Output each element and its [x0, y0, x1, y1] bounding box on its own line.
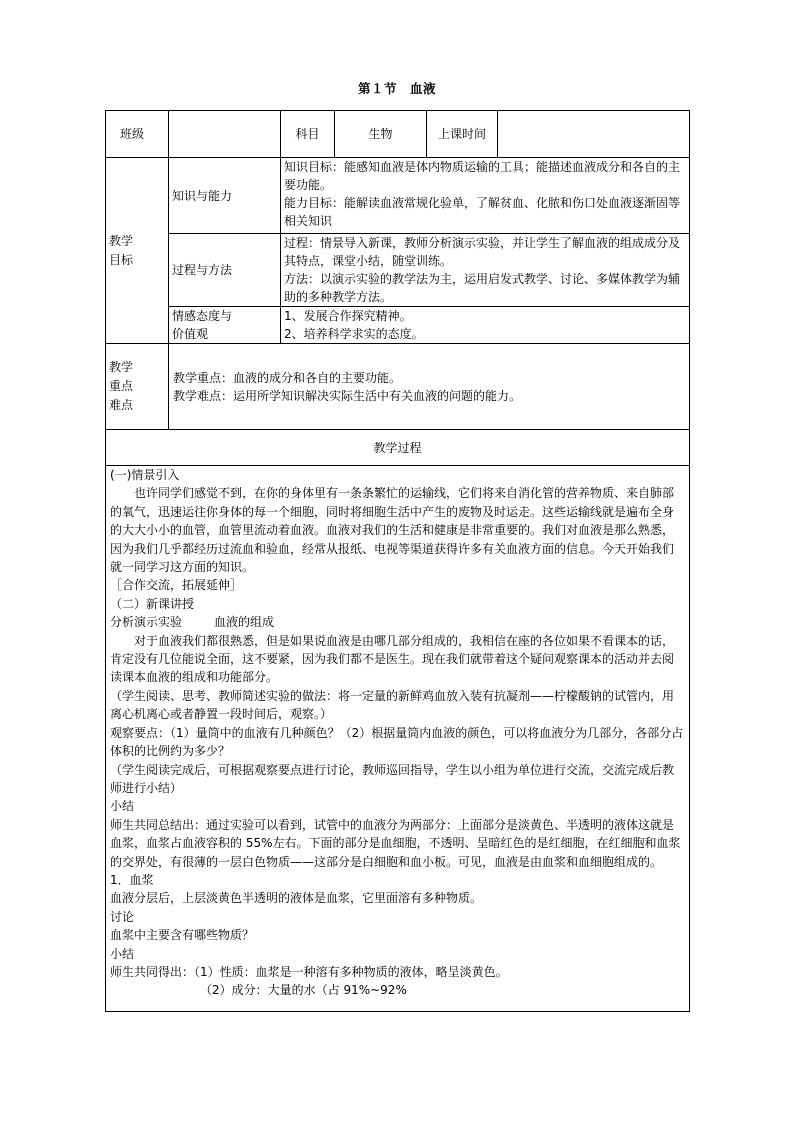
keypoints-label-text: 教学重点难点: [109, 360, 134, 412]
process-p6: 对于血液我们都很熟悉，但是如果说血液是由哪几部分组成的，我相信在座的各位如果不看课本的话，肯定没有几位能说全面，这不要紧，因为我们都不是医生。现在我们就带着这个疑问观察课本的活动并去阅读课本血液的组成和功能部分。: [110, 633, 675, 685]
process-p11: 师生共同总结出：通过实验可以看到，试管中的血液分为两部分：上面部分是淡黄色、半透明的液体这就是血浆，血浆占血液容积的 55%左右。下面的部分是血细胞，不透明、呈暗红色的是红细胞，在红细胞和血浆的交界处，有很薄的一层白色物质——这部分是白细胞和血小板。可见，血液是由血浆和血细胞组成的。: [110, 817, 681, 869]
lesson-plan-table: [105, 110, 690, 1012]
process-p17: 师生共同得出：（1）性质：血浆是一种溶有多种物质的液体，略呈淡黄色。: [110, 964, 508, 979]
process-p2: 也许同学们感觉不到，在你的身体里有一条条繁忙的运输线，它们将来自消化管的营养物质、来自肺部的氧气，迅速运往你身体的每一个细胞，同时将细胞生活中产生的废物及时运走。这些运输线就是遍布全身的大大小小的血管，血管里流动着血液。血液对我们的生活和健康是非常重要的。我们对血液是那么熟悉，因为我们几乎都经历过流血和验血，经常从报纸、电视等渠道获得许多有关血液方面的信息。今天开始我们就一同学习这方面的知识。: [110, 486, 675, 575]
process-p5a: 分析演示实验: [110, 615, 183, 630]
goals-label-text: 教学目标: [109, 233, 134, 267]
goal-knowledge-label: 知识与能力: [169, 158, 281, 234]
process-p18: （2）成分：大量的水（占 91%~92%: [200, 983, 407, 998]
process-p13: 血液分层后，上层淡黄色半透明的液体是血浆，它里面溶有多种物质。: [110, 891, 483, 906]
goal-attitude-label-text: 情感态度与价值观: [172, 309, 233, 341]
class-value: [169, 111, 281, 158]
time-value: [498, 111, 690, 158]
keypoint-line-1: 教学重点：血液的成分和各自的主要功能。: [173, 370, 402, 385]
goal-knowledge-content: [281, 158, 690, 234]
process-heading: 教学过程: [106, 430, 690, 466]
goal-knowledge-line-1: 知识目标：能感知血液是体内物质运输的工具；能描述血液成分和各自的主要功能。: [284, 160, 681, 192]
time-label: 上课时间: [427, 111, 498, 158]
goal-attitude-label: [169, 307, 281, 344]
process-p7: （学生阅读、思考、教师简述实验的做法：将一定量的新鲜鸡血放入装有抗凝剂——柠檬酸钠的试管内，用离心机离心或者静置一段时间后，观察。）: [110, 688, 675, 722]
goal-knowledge-row: [106, 158, 690, 234]
goal-attitude-line-1: 1、发展合作探究精神。: [284, 309, 412, 323]
keypoints-row: [106, 344, 690, 430]
process-p8: 观察要点：（1）量筒中的血液有几种颜色？（2）根据量筒内血液的颜色，可以将血液分为几部分，各部分占体积的比例约为多少？: [110, 725, 684, 759]
header-row: [106, 111, 690, 158]
subject-value: 生物: [335, 111, 427, 158]
goal-knowledge-line-2: 能力目标：能解读血液常规化验单，了解贫血、化脓和伤口处血液逐渐固等相关知识: [284, 196, 681, 228]
process-p14: 讨论: [110, 909, 135, 924]
goal-method-content: [281, 234, 690, 307]
process-p9: （学生阅读完成后，可根据观察要点进行讨论，教师巡回指导，学生以小组为单位进行交流，交流完成后教师进行小结）: [110, 762, 675, 795]
subject-label: 科目: [281, 111, 335, 158]
goal-method-line-2: 方法：以演示实验的教学法为主，运用启发式教学、讨论、多媒体教学为辅助的多种教学方法。: [284, 272, 681, 304]
keypoints-content: [169, 344, 690, 430]
goal-method-label: 过程与方法: [169, 234, 281, 307]
goals-label: [106, 158, 169, 344]
keypoint-line-2: 教学难点：运用所学知识解决实际生活中有关血液的问题的能力。: [173, 388, 522, 403]
process-p16: 小结: [110, 946, 135, 961]
process-p1: (一)情景引入: [110, 468, 180, 482]
process-p10: 小结: [110, 799, 135, 814]
process-p5b: 血液的组成: [214, 615, 275, 630]
process-p12: 1．血浆: [110, 872, 154, 887]
goal-method-row: [106, 234, 690, 307]
goal-attitude-line-2: 2、培养科学求实的态度。: [284, 327, 424, 341]
goal-attitude-content: [281, 307, 690, 344]
process-p15: 血浆中主要含有哪些物质？: [110, 928, 255, 943]
process-p5: [110, 613, 685, 631]
process-p4: （二）新课讲授: [110, 596, 195, 611]
process-heading-row: [106, 430, 690, 466]
page-title: 第１节 血液: [357, 81, 436, 96]
process-body-row: [106, 466, 690, 1012]
process-p3: ［合作交流，拓展延伸］: [110, 578, 243, 593]
goal-attitude-row: [106, 307, 690, 344]
class-label: 班级: [106, 111, 169, 158]
process-body: [106, 466, 690, 1012]
goal-method-line-1: 过程：情景导入新课，教师分析演示实验，并让学生了解血液的组成成分及其特点，课堂小结，随堂训练。: [284, 236, 681, 268]
keypoints-label: [106, 344, 169, 430]
